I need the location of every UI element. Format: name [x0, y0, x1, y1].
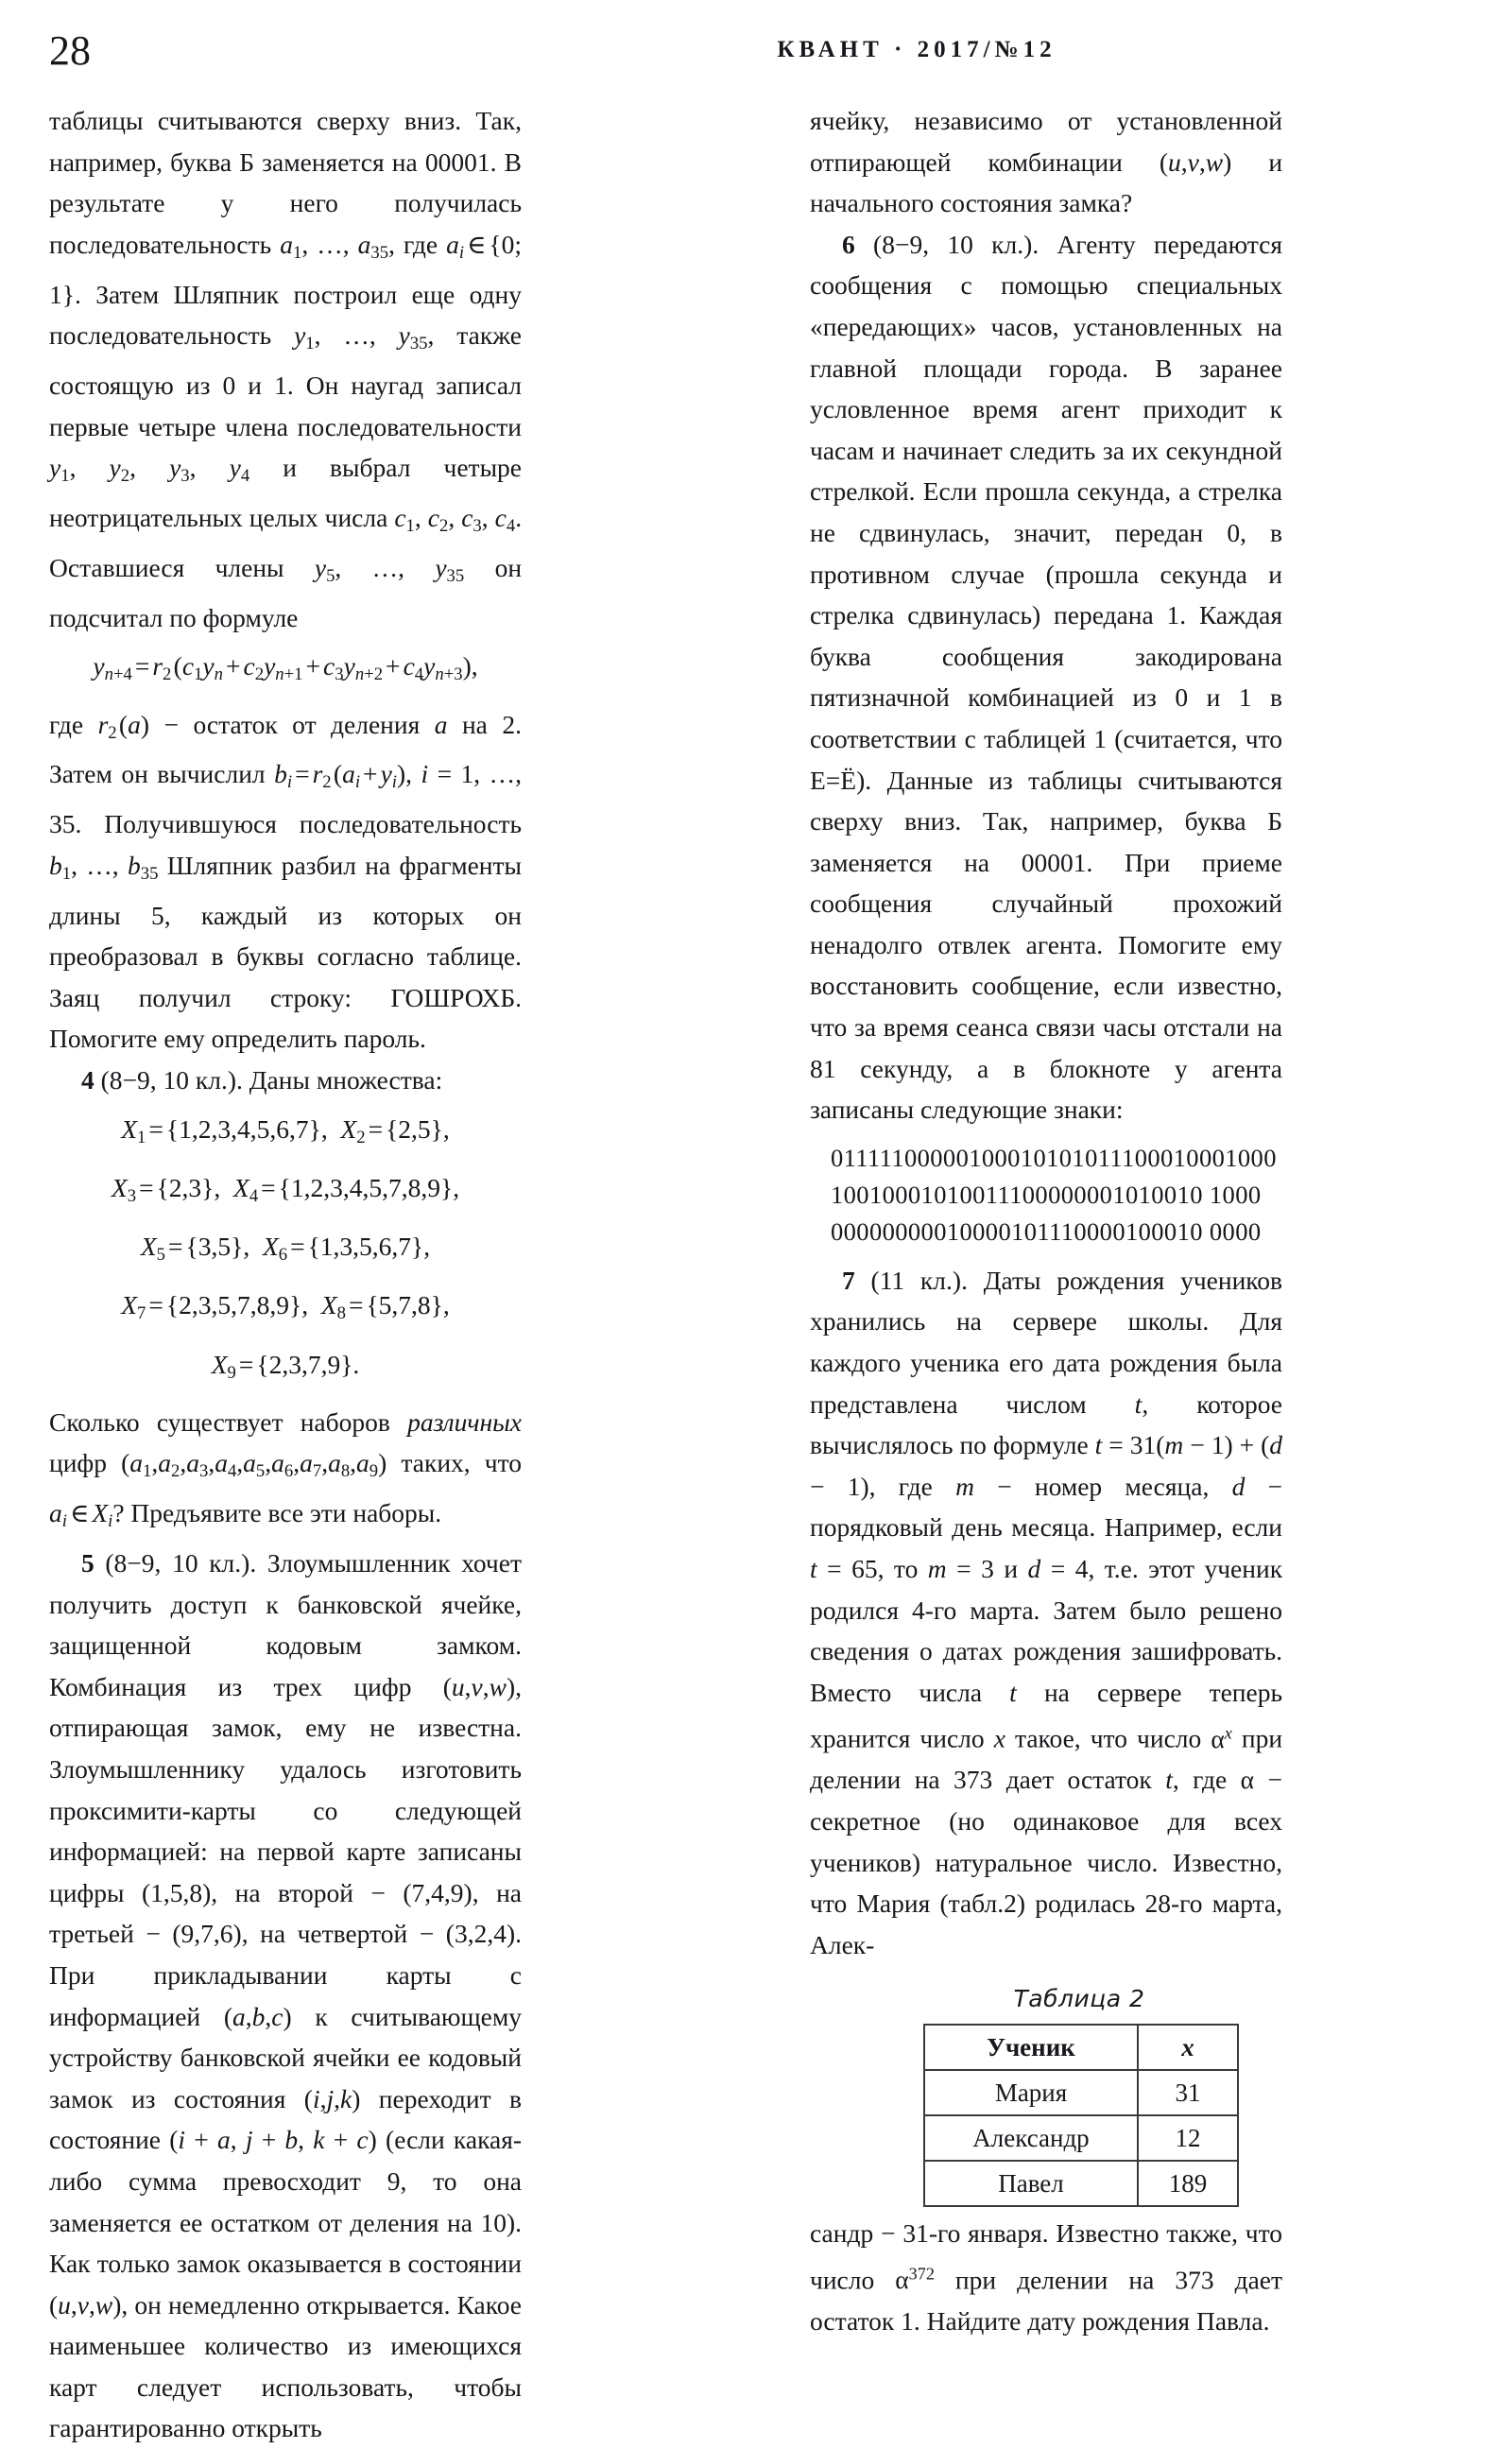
paragraph-continuation: таблицы считываются сверху вниз. Так, например, буква Б заменяется на 00001. В результате у него получилась последовательность $a_1$, …, $a_{35}$, где $a_i$ ∈ {0; 1}. Затем Шляпник построил еще одну последовательность $y_1$, …, $y_{35}$, также состоящую из 0 и 1. Он наугад записал первые четыре члена последовательности $y_1$, $y_2$, $y_3$, $y_4$ и выбрал четыре неотрицательных целых числа $c_1$, $c_2$, $c_3$, $c_4$. Оставшиеся члены $y_5$, …, $y_{35}$ он подсчитал по формуле — [49, 106, 523, 632]
problem-7-grades: (11 кл.) — [870, 1265, 962, 1295]
journal-title-line: КВАНТ · 2017/№12 — [777, 37, 1057, 62]
p5-card-1: (1,5,8) — [141, 1877, 212, 1907]
binary-line-1: 01111100000100010101011100010001000 — [831, 1143, 1277, 1172]
table-2 — [923, 2024, 1239, 2207]
problem-4-question: Сколько существует наборов различных цифр $(a_1,a_2,a_3,a_4,a_5,a_6,a_7,a_8,a_9)$ таких, что $a_i$ ∈ $X_i$? Предъявите все эти наборы. — [49, 1406, 523, 1532]
para-text-5: и выбрал четыре неотрицательных целых числа — [49, 453, 523, 533]
page-header — [0, 26, 1512, 83]
para-text-7: он подсчитал по формуле — [49, 552, 523, 632]
p-cont-2: и начального состояния замка? — [810, 147, 1283, 218]
sets-line-2: $X_3 = \{2,3\}$, $X_4 = \{1,2,3,4,5,7,8,9\}$, — [111, 1172, 460, 1207]
paragraph-continuation-right: ячейку, независимо от установленной отпирающей комбинации (u,v,w) и начального состояния замка? — [810, 106, 1283, 218]
p7-alpha: α — [1240, 1765, 1255, 1795]
right-column — [810, 100, 1282, 2342]
table-2-caption: Таблица 2 — [1013, 1985, 1145, 2013]
set-3-value: {2,3} — [156, 1172, 215, 1202]
problem-6-grades: (8−9, 10 кл.) — [873, 229, 1033, 259]
p4-tail-4: ? Предъявите все эти наборы. — [112, 1498, 442, 1528]
problem-4-number: 4 — [81, 1064, 94, 1095]
para-text-9: − остаток от деления — [163, 709, 421, 739]
p7-text-1: . Даты рождения учеников хранились на сервере школы. Для каждого ученика его дата рождения была представлена числом — [810, 1265, 1283, 1419]
set-1-value: {1,2,3,4,5,6,7} — [165, 1113, 321, 1144]
p5-text-2: , отпирающая замок, ему не известна. Злоумышленнику удалось изготовить проксимити-карты со следующей информацией: на первой карте записаны цифры — [49, 1671, 522, 1907]
p7-var-t: t — [1134, 1388, 1143, 1419]
p-cont-1: ячейку, независимо от установленной отпирающей комбинации — [810, 106, 1282, 177]
para-text-10: на 2. Затем он вычислил — [49, 709, 522, 789]
para-text-8: где — [49, 709, 84, 739]
p7-text-8: на сервере теперь хранится число — [810, 1677, 1283, 1753]
tail-1: сандр − 31-го января. Известно также, что число — [810, 2218, 1282, 2295]
p7-var-x: x — [993, 1723, 1005, 1753]
p5-text-10: , он немедленно открывается. Какое наименьшее количество из имеющихся карт следует использовать, чтобы гарантированно открыть — [49, 2289, 522, 2443]
set-2-value: {2,5} — [386, 1113, 443, 1144]
p5-text-9: (если какая-либо сумма превосходит 9, то она заменяется ее остатком от деления на 10). Как только замок оказывается в состоянии — [49, 2125, 523, 2279]
p5-text-8: переходит в состояние — [49, 2083, 523, 2155]
problem-5-grades: (8−9, 10 кл.) — [105, 1548, 250, 1578]
p5-text-6: . При прикладывании карты с информацией — [49, 1919, 522, 2031]
problem-4-grades: (8−9, 10 кл.) — [100, 1064, 237, 1095]
page-number: 28 — [49, 27, 91, 74]
tail-exponent: 372 — [908, 2264, 935, 2284]
p6-text: . Агенту передаются сообщения с помощью специальных «передающих» часов, установленных на главной площади города. В заранее условленное время агент приходит к часам и начинает следить за их секундной стрелкой. Если прошла секунда, а стрелка не сдвинулась, значит, передан 0, в противном случае (прошла секунда и стрелка сдвинулась) передана 1. Каждая буква сообщения закодирована пятизначной комбинацией из 0 и 1 в соответствии с таблицей 1 (считается, что Е=Ё). Данные из таблицы считываются сверху вниз. Так, например, буква Б заменяется на 00001. При приеме сообщения случайный прохожий ненадолго отвлек агента. Помогите ему восстановить сообщение, если известно, что за время сеанса связи часы отстали на 81 секунду, а в блокноте у агента записаны следующие знаки: — [810, 229, 1282, 1125]
p5-text-3: , на второй − — [211, 1877, 386, 1907]
cell-x-value: 31 — [1138, 2070, 1238, 2115]
table-header-row — [924, 2025, 1238, 2070]
binary-line-3: 00000000010000101110000100010 0000 — [831, 1216, 1262, 1246]
sets-line-5: $X_9 = \{2,3,7,9\}$. — [211, 1349, 360, 1383]
problem-4-intro: . Даны множества: — [236, 1064, 443, 1095]
tail-2: при делении на 373 дает остаток 1. Найдите дату рождения Павла. — [810, 2265, 1283, 2336]
p7-text-7: , т.е. этот ученик родился 4-го марта. Затем было решено сведения о датах рождения зашифровать. Вместо числа — [810, 1554, 1283, 1707]
p7-text-4: − номер месяца, — [997, 1471, 1210, 1501]
p4-tail-3: таких, что — [401, 1448, 523, 1478]
set-8-value: {5,7,8} — [366, 1290, 443, 1320]
sets-line-4: $X_7 = \{2,3,5,7,8,9\}$, $X_8 = \{5,7,8\}$, — [121, 1290, 450, 1324]
problem-6 — [810, 224, 1282, 1130]
para-text-3: . Затем Шляпник построил еще одну последовательность — [49, 279, 522, 351]
p7-var-m: m — [955, 1471, 974, 1501]
p7-text-9: такое, что число — [1014, 1723, 1202, 1753]
binary-line-2: 10010001010011100000001010010 1000 — [831, 1180, 1262, 1209]
para-text-13: Шляпник разбил на фрагменты длины 5, каждый из которых он преобразовал в буквы согласно таблице. Заяц получил строку: ГОШРОХБ. Помогите ему определить пароль. — [49, 850, 523, 1054]
p5-text-1: . Злоумышленник хочет получить доступ к банковской ячейке, защищенной кодовым замком. Комбинация из трех цифр — [49, 1548, 522, 1701]
p7-text-3: , где — [868, 1471, 933, 1501]
para-text: таблицы считываются сверху вниз. Так, например, буква Б заменяется на 00001. В результате у него получилась последовательность — [49, 106, 522, 259]
p7-var-d: d — [1231, 1471, 1246, 1501]
problem-5-number: 5 — [81, 1548, 94, 1578]
formula-recurrence: $y_{n+4} = r_2$ $(c_1y_n + c_2y_{n+1} + c_3y_{n+2} + c_4y_{n+3})$, — [93, 651, 478, 685]
sets-line-1: $X_1 = \{1,2,3,4,5,6,7\}$, $X_2 = \{2,5\}$, — [121, 1113, 450, 1147]
p4-tail-2: цифр — [49, 1448, 108, 1478]
binary-message-block — [810, 1140, 1282, 1250]
problem-4 — [49, 1060, 522, 1101]
p7-text-5: − порядковый день месяца. Например, если — [810, 1471, 1283, 1543]
para-text-2: , где — [388, 229, 438, 259]
cell-student-name: Павел — [924, 2161, 1138, 2206]
cell-student-name: Мария — [924, 2070, 1138, 2115]
p5-text-5: , на четвертой − — [241, 1919, 435, 1949]
sets-line-3: $X_5 = \{3,5\}$, $X_6 = \{1,3,5,6,7\}$, — [140, 1232, 431, 1266]
table-row — [924, 2070, 1238, 2115]
column-header-x: x — [1138, 2025, 1238, 2070]
problem-7-tail: сандр − 31-го января. Известно также, что число $\alpha^{372}$ при делении на 373 дает остаток 1. Найдите дату рождения Павла. — [810, 2218, 1283, 2336]
problem-5: 5 (8−9, 10 кл.). Злоумышленник хочет получить доступ к банковской ячейке, защищенной кодовым замком. Комбинация из трех цифр (u,v,w), отпирающая замок, ему не известна. Злоумышленнику удалось изготовить проксимити-карты со следующей информацией: на первой карте записаны цифры (1,5,8), на второй − (7,4,9), на третьей − (9,7,6), на четвертой − (3,2,4). При прикладывании карты с информацией (a,b,c) к считывающему устройству банковской ячейки ее кодовый замок из состояния (i,j,k) переходит в состояние (i + a, j + b, k + c) (если какая-либо сумма превосходит 9, то она заменяется ее остатком от деления на 10). Как только замок оказывается в состоянии (u,v,w), он немедленно открывается. Какое наименьшее количество из имеющихся карт следует использовать, чтобы гарантированно открыть — [49, 1548, 523, 2443]
set-6-value: {1,3,5,6,7} — [307, 1232, 424, 1262]
p7-text-11: , где — [1172, 1765, 1228, 1795]
set-4-value: {1,2,3,4,5,7,8,9} — [278, 1172, 454, 1202]
p7-text-12: − секретное (но одинаковое для всех учеников) натуральное число. Известно, что Мария (табл.2) родилась 28-го марта, Алек- — [810, 1765, 1283, 1959]
p5-card-2: (7,4,9) — [403, 1877, 472, 1907]
problem-7: 7 (11 кл.). Даты рождения учеников хранились на сервере школы. Для каждого ученика его дата рождения была представлена числом t, которое вычислялось по формуле t = 31(m − 1) + (d − 1), где m − номер месяца, d − порядковый день месяца. Например, если t = 65, то m = 3 и d = 4, т.е. этот ученик родился 4-го марта. Затем было решено сведения о датах рождения зашифровать. Вместо числа t на сервере теперь хранится число x такое, что число $\alpha^x$ при делении на 373 дает остаток t, где α − секретное (но одинаковое для всех учеников) натуральное число. Известно, что Мария (табл.2) родилась 28-го марта, Алек- — [810, 1265, 1283, 1959]
para-text-4: , также состоящую из 0 и 1. Он наугад записал первые четыре члена последовательности — [49, 320, 523, 441]
p7-and: и — [1004, 1554, 1019, 1583]
para-text-11: , — [405, 759, 413, 789]
p7-text-6: , то — [877, 1554, 919, 1583]
set-9-value: {2,3,7,9} — [256, 1349, 353, 1379]
column-header-student: Ученик — [924, 2025, 1138, 2070]
problem-7-number: 7 — [842, 1265, 855, 1295]
body-columns — [0, 100, 1512, 2443]
cell-student-name: Александр — [924, 2115, 1138, 2161]
table-row — [924, 2161, 1238, 2206]
left-column — [49, 100, 522, 2449]
p5-text-4: , на третьей − — [49, 1877, 522, 1949]
p4-tail-italic: различных — [407, 1406, 522, 1437]
table-row — [924, 2115, 1238, 2161]
cell-x-value: 12 — [1138, 2115, 1238, 2161]
p7-text-10: при делении на 373 дает остаток — [810, 1723, 1283, 1795]
para-text-6: . Оставшиеся члены — [49, 503, 523, 582]
p4-tail-1: Сколько существует наборов — [49, 1406, 390, 1437]
para-text-12: = 1, …, 35. Получившуюся последовательность — [49, 759, 522, 839]
p7-text-2: , которое вычислялось по формуле — [810, 1388, 1282, 1460]
cell-x-value: 189 — [1138, 2161, 1238, 2206]
problem-6-number: 6 — [842, 229, 855, 259]
set-5-value: {3,5} — [185, 1232, 244, 1262]
p5-text-7: к считывающему устройству банковской ячейки ее кодовый замок из состояния — [49, 2001, 523, 2113]
p5-card-4: (3,2,4) — [445, 1919, 516, 1949]
set-7-value: {2,3,5,7,8,9} — [165, 1290, 302, 1320]
paragraph-r2-definition: где $r_2$ (a) − остаток от деления a на 2. Затем он вычислил $b_i = r_2$ $(a_i + y_i)$, i = 1, …, 35. Получившуюся последовательность $b_1$, …, $b_{35}$ Шляпник разбил на фрагменты длины 5, каждый из которых он преобразовал в буквы согласно таблице. Заяц получил строку: ГОШРОХБ. Помогите ему определить пароль. — [49, 709, 523, 1054]
p5-card-3: (9,7,6) — [172, 1919, 242, 1949]
